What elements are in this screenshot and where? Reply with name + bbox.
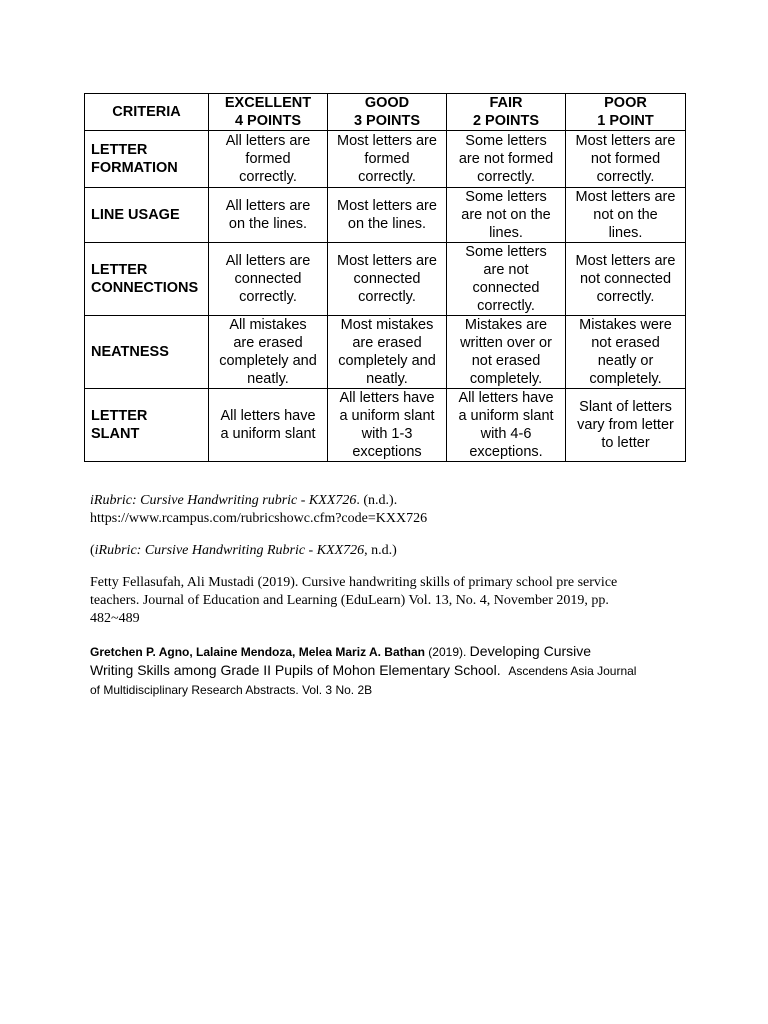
header-criteria: CRITERIA [85,94,209,131]
excellent-cell: All mistakes are erased completely and neatly. [209,316,328,389]
criteria-cell: LETTER SLANT [85,389,209,462]
excellent-cell: All letters are on the lines. [209,188,328,243]
fair-cell: Some letters are not connected correctly. [447,243,566,316]
good-cell: Most letters are connected correctly. [328,243,447,316]
criteria-cell: NEATNESS [85,316,209,389]
reference-agno: Gretchen P. Agno, Lalaine Mendoza, Melea Mariz A. Bathan (2019). Developing Cursive Writing Skills among Grade II Pupils of Mohon Elementary School. Ascendens Asia Journal of Multidisciplinary Research Abstracts. Vol. 3 No. 2B [90,643,637,697]
header-good: GOOD 3 POINTS [328,94,447,131]
table-row [85,316,686,389]
good-cell: Most letters are on the lines. [328,188,447,243]
table-row [85,243,686,316]
poor-cell: Most letters are not formed correctly. [566,131,686,188]
reference-url: https://www.rcampus.com/rubricshowc.cfm?code=KXX726 [90,511,428,526]
reference-irubric-citation: (iRubric: Cursive Handwriting Rubric - KXX726, n.d.) [90,543,397,558]
good-cell: Most mistakes are erased completely and neatly. [328,316,447,389]
references-section [90,492,690,713]
reference-fellasufah: Fetty Fellasufah, Ali Mustadi (2019). Cursive handwriting skills of primary school pre service teachers. Journal of Education and Learning (EduLearn) Vol. 13, No. 4, November 2019, pp. 482~489 [90,575,618,626]
header-poor: POOR 1 POINT [566,94,686,131]
poor-cell: Most letters are not on the lines. [566,188,686,243]
fair-cell: Some letters are not formed correctly. [447,131,566,188]
reference-title: Developing Cursive [469,643,592,659]
criteria-cell: LINE USAGE [85,188,209,243]
reference-title: iRubric: Cursive Handwriting rubric - KXX726 [90,493,357,508]
reference-irubric: iRubric: Cursive Handwriting rubric - KXX726. (n.d.). https://www.rcampus.com/rubricshowc.cfm?code=KXX726 [90,493,428,526]
table-row [85,389,686,462]
good-cell: Most letters are formed correctly. [328,131,447,188]
poor-cell: Slant of letters vary from letter to letter [566,389,686,462]
poor-cell: Mistakes were not erased neatly or completely. [566,316,686,389]
excellent-cell: All letters have a uniform slant [209,389,328,462]
excellent-cell: All letters are connected correctly. [209,243,328,316]
rubric-table [84,93,686,462]
reference-authors: Gretchen P. Agno, Lalaine Mendoza, Melea Mariz A. Bathan [90,645,425,659]
good-cell: All letters have a uniform slant with 1-3 exceptions [328,389,447,462]
table-row [85,188,686,243]
excellent-cell: All letters are formed correctly. [209,131,328,188]
criteria-cell: LETTER CONNECTIONS [85,243,209,316]
poor-cell: Most letters are not connected correctly. [566,243,686,316]
criteria-cell: LETTER FORMATION [85,131,209,188]
header-fair: FAIR 2 POINTS [447,94,566,131]
fair-cell: Some letters are not on the lines. [447,188,566,243]
header-row [85,94,686,131]
header-excellent: EXCELLENT 4 POINTS [209,94,328,131]
reference-title: iRubric: Cursive Handwriting Rubric - KXX726 [94,543,365,558]
fair-cell: All letters have a uniform slant with 4-6 exceptions. [447,389,566,462]
table-row [85,131,686,188]
fair-cell: Mistakes are written over or not erased completely. [447,316,566,389]
